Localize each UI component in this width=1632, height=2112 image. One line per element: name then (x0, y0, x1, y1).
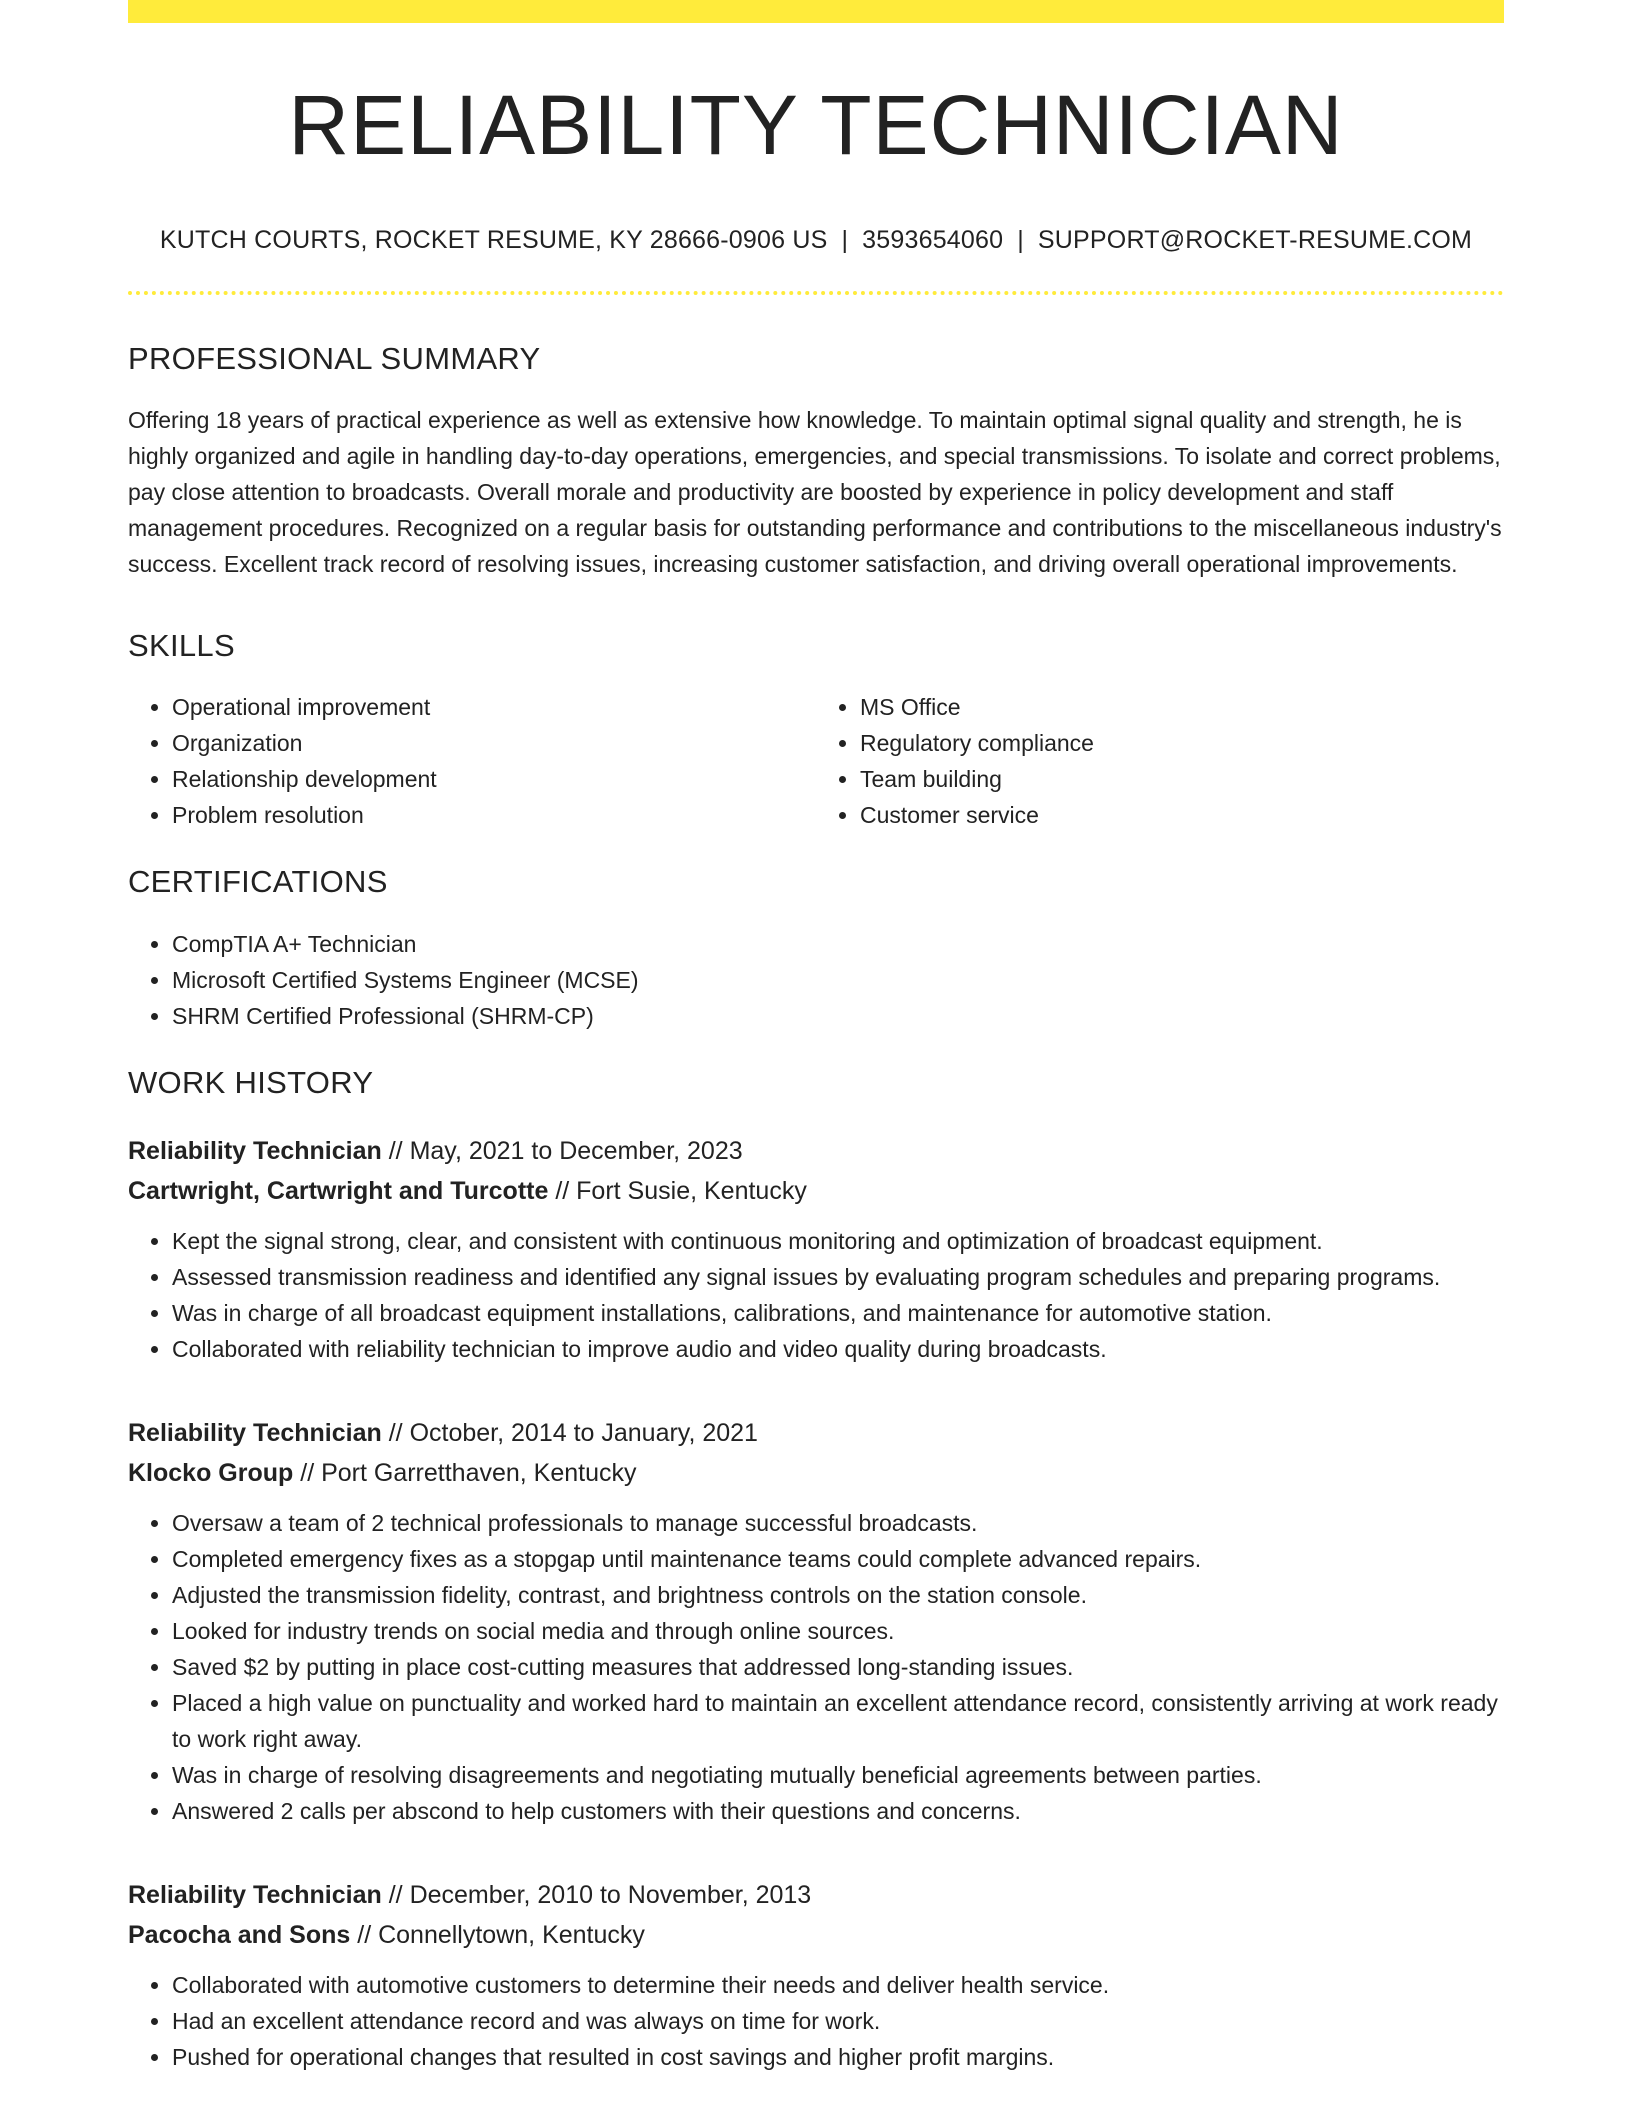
job-bullets (128, 1505, 1504, 1829)
job-location: // Fort Susie, Kentucky (555, 1176, 807, 1205)
certification-item: • Microsoft Certified Systems Engineer (MCSE) (172, 962, 1504, 998)
job-company: Cartwright, Cartwright and Turcotte (128, 1176, 549, 1205)
skill-item: • Relationship development (172, 761, 816, 797)
job-bullet: • Was in charge of resolving disagreements and negotiating mutually beneficial agreements between parties. (172, 1757, 1504, 1793)
job-entry (128, 1875, 1504, 2075)
job-bullet: • Adjusted the transmission fidelity, contrast, and brightness controls on the station console. (172, 1577, 1504, 1613)
job-bullet: • Answered 2 calls per abscond to help customers with their questions and concerns. (172, 1793, 1504, 1829)
skill-item: • Operational improvement (172, 689, 816, 725)
job-bullet: • Collaborated with automotive customers to determine their needs and deliver health service. (172, 1967, 1504, 2003)
accent-bar (128, 0, 1504, 23)
dotted-divider (128, 291, 1504, 295)
skill-item: • Customer service (860, 797, 1504, 833)
skill-item: • Team building (860, 761, 1504, 797)
summary-text: Offering 18 years of practical experience as well as extensive how knowledge. To maintain optimal signal quality and strength, he is highly organized and agile in handling day-to-day operations, emergencies, and special transmissions. To isolate and correct problems, pay close attention to broadcasts. Overall morale and productivity are boosted by experience in policy development and staff management procedures. Recognized on a regular basis for outstanding performance and contributions to the miscellaneous industry's success. Excellent track record of resolving issues, increasing customer satisfaction, and driving overall operational improvements. (128, 407, 1502, 578)
skills-heading: SKILLS (128, 628, 235, 664)
job-role-line (128, 1875, 1504, 1915)
job-entry (128, 1131, 1504, 1367)
job-company: Pacocha and Sons (128, 1920, 351, 1949)
contact-separator: | (1017, 226, 1024, 254)
certifications-heading: CERTIFICATIONS (128, 864, 388, 900)
job-role-line (128, 1413, 1504, 1453)
job-role: Reliability Technician (128, 1418, 382, 1447)
job-bullets (128, 1223, 1504, 1367)
job-bullet: • Completed emergency fixes as a stopgap until maintenance teams could complete advanced repairs. (172, 1541, 1504, 1577)
contact-address: KUTCH COURTS, ROCKET RESUME, KY 28666-0906 US (159, 226, 828, 254)
certification-item: • CompTIA A+ Technician (172, 926, 1504, 962)
job-company-line (128, 1915, 1504, 1955)
job-bullet: • Collaborated with reliability technician to improve audio and video quality during broadcasts. (172, 1331, 1504, 1367)
job-bullets (128, 1967, 1504, 2075)
job-role: Reliability Technician (128, 1136, 382, 1165)
job-company: Klocko Group (128, 1458, 294, 1487)
job-bullet: • Oversaw a team of 2 technical professionals to manage successful broadcasts. (172, 1505, 1504, 1541)
job-role-line (128, 1131, 1504, 1171)
contact-separator: | (841, 226, 849, 254)
job-dates: // December, 2010 to November, 2013 (388, 1880, 812, 1909)
job-bullet: • Had an excellent attendance record and was always on time for work. (172, 2003, 1504, 2039)
job-company-line (128, 1453, 1504, 1493)
job-bullet: • Looked for industry trends on social media and through online sources. (172, 1613, 1504, 1649)
resume-page (128, 0, 1504, 2075)
job-entry (128, 1413, 1504, 1829)
contact-phone: 3593654060 (862, 226, 1004, 254)
skills-columns (128, 689, 1504, 833)
job-dates: // May, 2021 to December, 2023 (388, 1136, 743, 1165)
job-bullet: • Pushed for operational changes that resulted in cost savings and higher profit margins. (172, 2039, 1504, 2075)
job-location: // Connellytown, Kentucky (357, 1920, 645, 1949)
skill-item: • MS Office (860, 689, 1504, 725)
job-role: Reliability Technician (128, 1880, 382, 1909)
skill-item: • Organization (172, 725, 816, 761)
certification-item: • SHRM Certified Professional (SHRM-CP) (172, 998, 1504, 1034)
skills-left-list (128, 689, 816, 833)
work-history-heading: WORK HISTORY (128, 1064, 374, 1100)
job-company-line (128, 1171, 1504, 1211)
contact-email: SUPPORT@ROCKET-RESUME.COM (1037, 226, 1473, 254)
skill-item: • Problem resolution (172, 797, 816, 833)
job-location: // Port Garretthaven, Kentucky (300, 1458, 637, 1487)
skill-item: • Regulatory compliance (860, 725, 1504, 761)
certifications-list (128, 926, 1504, 1034)
contact-line (128, 226, 1504, 255)
resume-name: RELIABILITY TECHNICIAN (288, 78, 1344, 172)
job-dates: // October, 2014 to January, 2021 (388, 1418, 758, 1447)
job-bullet: • Saved $2 by putting in place cost-cutting measures that addressed long-standing issues. (172, 1649, 1504, 1685)
job-bullet: • Placed a high value on punctuality and worked hard to maintain an excellent attendance record, consistently arriving at work ready to work right away. (172, 1685, 1504, 1757)
job-bullet: • Was in charge of all broadcast equipment installations, calibrations, and maintenance for automotive station. (172, 1295, 1504, 1331)
job-bullet: • Assessed transmission readiness and identified any signal issues by evaluating program schedules and preparing programs. (172, 1259, 1504, 1295)
summary-heading: PROFESSIONAL SUMMARY (128, 341, 541, 376)
job-bullet: • Kept the signal strong, clear, and consistent with continuous monitoring and optimization of broadcast equipment. (172, 1223, 1504, 1259)
skills-right-list (816, 689, 1504, 833)
